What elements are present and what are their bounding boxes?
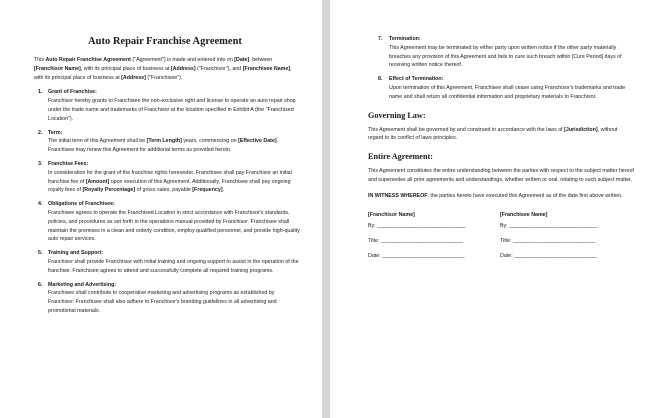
clause-effect-of-termination	[378, 75, 634, 101]
signature-by-line: By: ______________________________	[500, 222, 598, 229]
clause-franchise-fees	[34, 160, 302, 195]
governing-law-heading: Governing Law:	[368, 110, 426, 120]
entire-agreement-paragraph: This Agreement constitutes the entire understanding between the parties with respect to the subject matter hereof and supersedes all prior agreements and understandings, whether written or oral, relating to such subject matter.	[368, 168, 634, 183]
clause-body: This Agreement may be terminated by either party upon written notice if the other party materially breaches any provision of this Agreement and fails to cure such breach within [Cure Period] days of receiving written notice thereof.	[389, 44, 622, 69]
clause-number: 7.	[378, 36, 383, 42]
clause-number: 8.	[378, 76, 383, 83]
clause-body: Franchisor shall provide Franchisee with initial training and ongoing support to assist in the operation of the franchise. Franchisee agrees to attend and successfully complete all required training programs.	[48, 258, 299, 274]
clause-heading: Effect of Termination:	[389, 76, 444, 83]
signature-franchisor	[368, 211, 500, 267]
clause-heading: Grant of Franchise:	[48, 89, 97, 96]
signature-title-line: Title: ____________________________	[500, 237, 596, 244]
clause-heading: Obligations of Franchisee:	[48, 201, 115, 208]
clause-term	[34, 129, 302, 155]
signature-franchisee	[500, 211, 632, 267]
clause-obligations	[34, 200, 302, 244]
clause-heading: Franchise Fees:	[48, 160, 89, 167]
clause-heading: Term:	[48, 129, 63, 136]
clause-heading: Marketing and Advertising:	[48, 281, 117, 288]
clause-body: Upon termination of this Agreement, Franchisee shall cease using Franchisor's trademarks and trade name and shall return all confidential information and proprietary materials to Franchisor.	[389, 84, 626, 100]
signature-title-line: Title: ____________________________	[368, 237, 464, 244]
document-page-left	[0, 0, 322, 418]
signature-date-line: Date: ____________________________	[500, 252, 597, 259]
governing-law-paragraph: This Agreement shall be governed by and construed in accordance with the laws of [Jurisdiction], without regard to its conflict of laws principles.	[368, 126, 618, 142]
clause-number: 2.	[38, 129, 43, 136]
clause-number: 4.	[38, 201, 43, 208]
clause-body: Franchisee shall contribute to cooperative marketing and advertising programs as established by Franchisor. Franchisee shall also adhere to Franchisor's branding guidelines in all advertising and promotional materials.	[48, 290, 277, 314]
intro-paragraph: This Auto Repair Franchise Agreement ("Agreement") is made and entered into on [Date], between [Franchisor Name], with its principal place of business at [Address] ("Franchisor"), and [Franchisee Name], with its principal place of business at [Address] ("Franchisee").	[34, 57, 292, 81]
clause-heading: Training and Support:	[48, 250, 104, 257]
clause-number: 6.	[38, 281, 43, 288]
signature-party-name: [Franchisor Name]	[368, 211, 415, 218]
clause-number: 3.	[38, 160, 43, 167]
clause-marketing	[34, 281, 302, 316]
clause-number: 5.	[38, 250, 43, 257]
clause-body: The initial term of this Agreement shall be [Term Length] years, commencing on [Effective Date]. Franchisee may renew this Agreement for additional terms as provided herein.	[48, 138, 279, 154]
clause-body: Franchisor hereby grants to Franchisee the non-exclusive right and license to operate an auto repair shop under the trade name and trademarks of Franchisor at the location specified in Exhibit A (the "Franchised Location").	[48, 98, 296, 122]
clause-heading: Termination:	[389, 36, 421, 42]
signature-by-line: By: ______________________________	[368, 222, 466, 229]
clause-number: 1.	[38, 89, 43, 96]
clause-grant-of-franchise	[34, 88, 302, 123]
clause-body: Franchisee agrees to operate the Franchised Location in strict accordance with Franchisor's standards, policies, and procedures as set forth in the operations manual provided by Franchisor. Franchisee shall maintain the premises in a clean and orderly condition, employ qualified personnel, and provide high-quality auto repair services.	[48, 209, 300, 243]
clause-termination	[378, 35, 634, 70]
signature-party-name: [Franchisee Name]	[500, 211, 548, 218]
signature-block	[368, 211, 634, 267]
witness-paragraph: IN WITNESS WHEREOF, the parties hereto have executed this Agreement as of the date first above written.	[368, 192, 623, 199]
entire-agreement-heading: Entire Agreement:	[368, 152, 433, 162]
document-title: Auto Repair Franchise Agreement	[88, 36, 242, 47]
signature-date-line: Date: ____________________________	[368, 252, 465, 259]
document-page-right	[330, 0, 652, 418]
clause-body: In consideration for the grant of the franchise rights hereunder, Franchisee shall pay Franchisor an initial franchise fee of [Amount] upon execution of this Agreement. Additionally, Franchisee shall pay ongoing royalty fees of [Royalty Percentage] of gross sales, payable [Frequency].	[48, 169, 292, 194]
clause-training-support	[34, 249, 302, 275]
